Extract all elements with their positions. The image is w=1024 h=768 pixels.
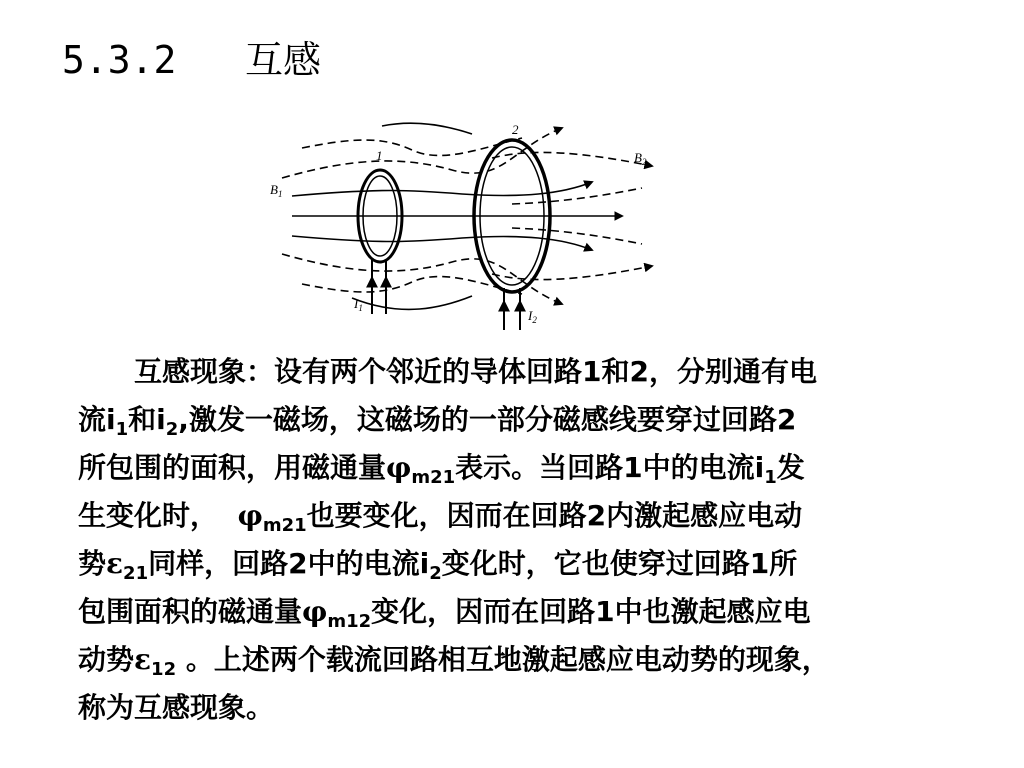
section-title: 互感 [245,38,322,82]
field-line [492,266,652,280]
paragraph-line: 称为互感现象。 [78,691,275,724]
paragraph-line: 互感现象：设有两个邻近的导体回路1和2，分别通有电 [134,355,817,388]
field-line [512,188,642,204]
slide-title [62,30,321,90]
paragraph-line: 包围面积的磁通量$\varphi_{m12}$变化，因而在回路1中也激起感应电 [78,595,811,632]
explanation-paragraph [78,348,978,732]
paragraph-line: 所包围的面积，用磁通量$\varphi_{m21}$表示。当回路1中的电流$i_1$发 [78,451,805,488]
paragraph-line: 势$\varepsilon_{21}$同样，回路2中的电流$i_2$变化时，它也使穿过回路1所 [78,547,798,584]
b2-label: $B_2$ [634,150,647,167]
coil-2 [474,140,550,330]
field-line [512,228,642,244]
paragraph-line: 流$i_1$和$i_2$,激发一磁场，这磁场的一部分磁感线要穿过回路2 [78,403,797,440]
coil-1-label: 1 [376,148,383,163]
b1-label: $B_1$ [270,182,283,199]
mutual-induction-figure [262,118,662,338]
field-line [492,152,652,166]
paragraph-line: 生变化时， $\varphi_{m21}$也要变化，因而在回路2内激起感应电动 [78,499,803,536]
i2-label: $I_2$ [528,308,537,325]
paragraph-line: 动势$\varepsilon_{12}$ 。上述两个载流回路相互地激起感应电动势的现象， [78,643,830,680]
field-line [352,296,472,309]
field-line [382,123,472,134]
coil-2-label: 2 [512,122,519,137]
i1-label: $I_1$ [354,296,363,313]
section-number: 5.3.2 [62,38,177,82]
